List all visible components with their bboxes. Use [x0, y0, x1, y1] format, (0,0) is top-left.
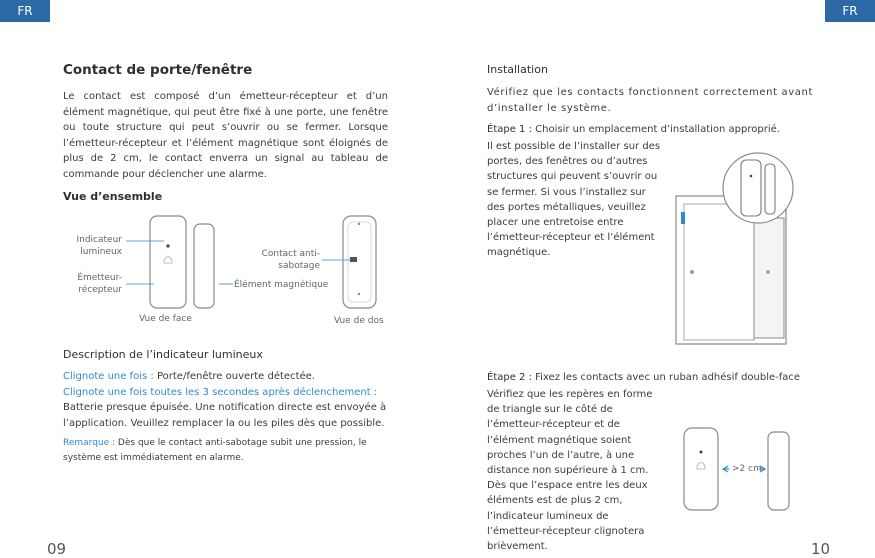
led-heading: Description de l’indicateur lumineux [63, 348, 263, 361]
label-transceiver: Émetteur- récepteur [77, 273, 122, 295]
label-indicator: Indicateur lumineux [76, 235, 122, 257]
led-description: Clignote une fois : Porte/fenêtre ouverte détectée. Clignote une fois toutes les 3 secondes après déclenchement : Batterie presque épuisée. Une notification directe est envoyée à l’application. Veuillez remplacer la ou les piles dès que possible. [63, 371, 387, 429]
label-magnet: Élément magnétique [234, 280, 329, 290]
step2-body: Vérifiez que les repères en forme de triangle sur le côté de l’émetteur-récepteur et de l’élément magnétique soient proches l’un de l’autre, à une distance non supérieure à 1 cm. Dès que l’espace entre les deux éléments est de plus 2 cm, l’indicateur lumineux de l’émetteur-récepteur clignotera brièvement. [487, 389, 653, 553]
language-tag-left: FR [0, 0, 50, 22]
tamper-switch [350, 257, 357, 262]
language-tag-right: FR [825, 0, 875, 22]
intro-paragraph: Le contact est composé d’un émetteur-récepteur et d’un élément magnétique, qui peut être fixé à une porte, une fenêtre ou toute structure qui peut s’ouvrir ou se fermer. Lorsque l’émetteur-récepteur et l’élément magnétique sont éloignés de plus de 2 cm, le contact enverra un signal au tableau de commande pour déclencher une alarme. [63, 91, 388, 180]
led-dot [166, 244, 169, 247]
page-number-left: 09 [47, 540, 67, 558]
magnet-side [768, 432, 789, 510]
page-title: Contact de porte/fenêtre [63, 62, 253, 78]
installation-intro: Vérifiez que les contacts fonctionnent correctement avant d’installer le système. [487, 87, 813, 114]
transceiver-front [150, 216, 186, 308]
sensor-mark [681, 212, 685, 224]
label-back-view: Vue de dos [334, 316, 384, 326]
overview-heading: Vue d’ensemble [63, 190, 163, 203]
magnet-front [194, 224, 214, 308]
installation-heading: Installation [487, 63, 548, 76]
page-number-right: 10 [811, 540, 831, 558]
screw-top [358, 223, 360, 225]
step1-body: Il est possible de l’installer sur des portes, des fenêtres ou d’autres structures qui peuvent s’ouvrir ou se fermer. Si vous l’installez sur des portes métalliques, veuillez placer une entretoise entre l’émetteur-récepteur et l’élément magnétique. [487, 141, 661, 259]
overview-diagram [60, 210, 390, 330]
door-illustration [672, 148, 800, 348]
step2-heading: Étape 2 : Fixez les contacts avec un ruban adhésif double-face [487, 372, 801, 383]
open-door [754, 218, 784, 338]
distance-label: >2 cm [732, 464, 762, 474]
screw-bottom [358, 293, 360, 295]
arrow-left-icon [723, 466, 729, 472]
label-front-view: Vue de face [139, 314, 192, 324]
step1-heading: Étape 1 : Choisir un emplacement d’installation approprié. [487, 124, 780, 135]
note: Remarque : Dès que le contact anti-sabotage subit une pression, le système est immédiatement en alarme. [63, 438, 367, 463]
label-tamper: Contact anti- sabotage [261, 249, 320, 271]
